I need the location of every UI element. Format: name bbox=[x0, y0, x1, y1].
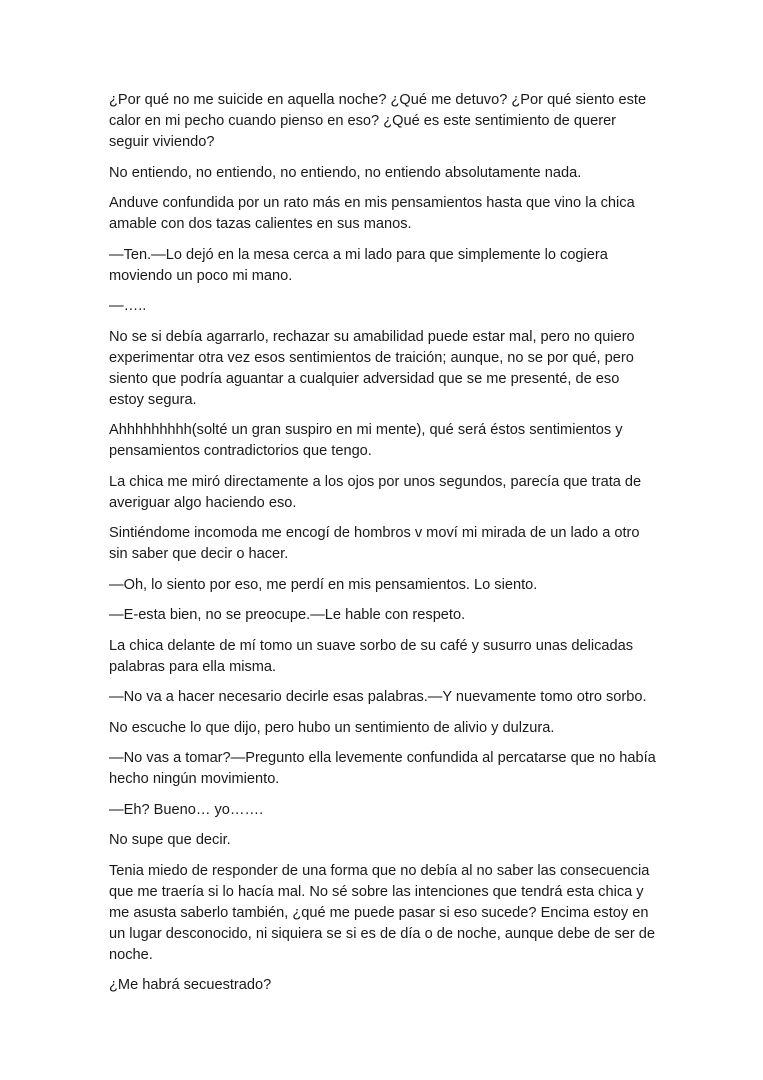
paragraph-19: ¿Me habrá secuestrado? bbox=[109, 977, 272, 993]
paragraph-8: La chica me miró directamente a los ojos por unos segundos, parecía que trata de averiguar algo haciendo eso. bbox=[109, 473, 642, 511]
paragraph-1: ¿Por qué no me suicide en aquella noche? ¿Qué me detuvo? ¿Por qué siento este calor en mi pecho cuando pienso en eso? ¿Qué es este sentimiento de querer seguir viviendo? bbox=[109, 92, 647, 150]
paragraph-13: —No va a hacer necesario decirle esas palabras.—Y nuevamente tomo otro sorbo. bbox=[109, 689, 647, 705]
paragraph-4: —Ten.—Lo dejó en la mesa cerca a mi lado para que simplemente lo cogiera moviendo un poco mi mano. bbox=[109, 246, 608, 284]
paragraph-9: Sintiéndome incomoda me encogí de hombros v moví mi mirada de un lado a otro sin saber que decir o hacer. bbox=[109, 525, 640, 562]
paragraph-2: No entiendo, no entiendo, no entiendo, no entiendo absolutamente nada. bbox=[109, 164, 582, 181]
paragraph-10: —Oh, lo siento por eso, me perdí en mis pensamientos. Lo siento. bbox=[109, 576, 538, 593]
paragraph-16: —Eh? Bueno… yo……. bbox=[109, 801, 264, 818]
paragraph-11: —E-esta bien, no se preocupe.—Le hable con respeto. bbox=[109, 607, 466, 623]
paragraph-5: —….. bbox=[109, 298, 147, 314]
document-page bbox=[109, 90, 657, 1006]
paragraph-14: No escuche lo que dijo, pero hubo un sentimiento de alivio y dulzura. bbox=[109, 719, 555, 736]
paragraph-17: No supe que decir. bbox=[109, 832, 231, 848]
paragraph-7: Ahhhhhhhhh(solté un gran suspiro en mi mente), qué será éstos sentimientos y pensamientos contradictorios que tengo. bbox=[109, 422, 623, 459]
paragraph-18: Tenia miedo de responder de una forma que no debía al no saber las consecuencia que me traería si lo hacía mal. No sé sobre las intenciones que tendrá esta chica y me asusta saberlo también, ¿qué me puede pasar si eso sucede? Encima estoy en un lugar desconocido, ni siquiera se si es de día o de noche, aunque debe de ser de noche. bbox=[109, 862, 656, 963]
paragraph-12: La chica delante de mí tomo un suave sorbo de su café y susurro unas delicadas palabras para ella misma. bbox=[109, 637, 634, 675]
paragraph-3: Anduve confundida por un rato más en mis pensamientos hasta que vino la chica amable con dos tazas calientes en sus manos. bbox=[109, 195, 635, 232]
paragraph-6: No se si debía agarrarlo, rechazar su amabilidad puede estar mal, pero no quiero experimentar otra vez esos sentimientos de traición; aunque, no se por qué, pero siento que podría aguantar a cualquier adversidad que se me presenté, de eso estoy segura. bbox=[109, 328, 635, 408]
paragraph-15: —No vas a tomar?—Pregunto ella levemente confundida al percatarse que no había hecho ningún movimiento. bbox=[109, 750, 656, 787]
